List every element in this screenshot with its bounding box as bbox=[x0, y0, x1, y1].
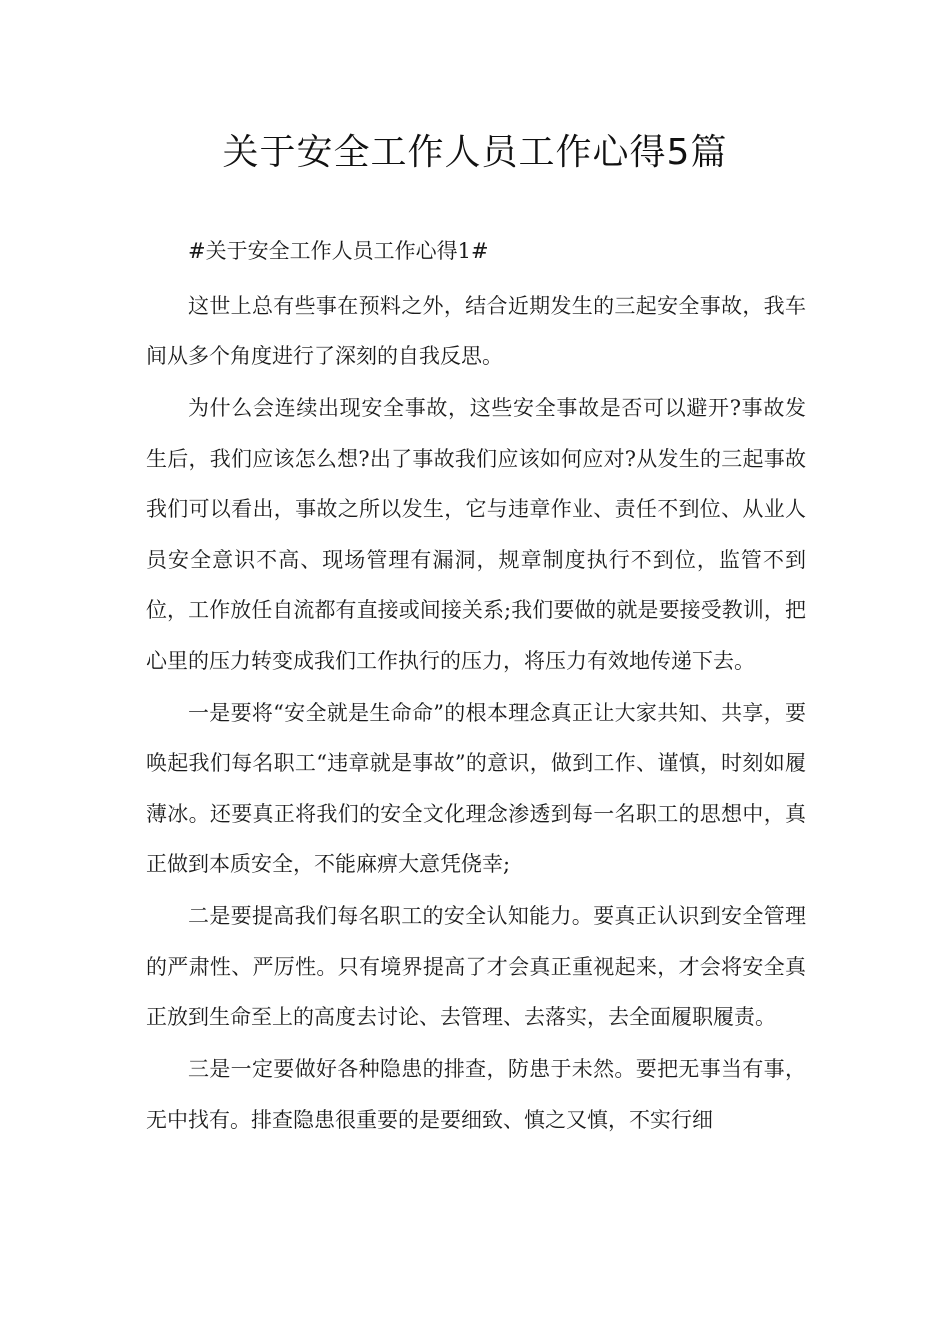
paragraph-3: 一是要将“安全就是生命命”的根本理念真正让大家共知、共享，要唤起我们每名职工“违章就是事故”的意识，做到工作、谨慎，时刻如履薄冰。还要真正将我们的安全文化理念渗透到每一名职工的思想中，真正做到本质安全，不能麻痹大意凭侥幸; bbox=[146, 700, 806, 876]
document-body bbox=[146, 226, 806, 1147]
paragraph-4: 二是要提高我们每名职工的安全认知能力。要真正认识到安全管理的严肃性、严厉性。只有境界提高了才会真正重视起来，才会将安全真正放到生命至上的高度去讨论、去管理、去落实，去全面履职履责。 bbox=[146, 904, 806, 1029]
paragraph-1: 这世上总有些事在预料之外，结合近期发生的三起安全事故，我车间从多个角度进行了深刻的自我反思。 bbox=[146, 293, 806, 368]
section-heading: #关于安全工作人员工作心得1# bbox=[188, 239, 489, 263]
document-title: 关于安全工作人员工作心得5篇 bbox=[222, 132, 728, 173]
paragraph-5: 三是一定要做好各种隐患的排查，防患于未然。要把无事当有事，无中找有。排查隐患很重要的是要细致、慎之又慎，不实行细 bbox=[146, 1057, 806, 1132]
paragraph-2: 为什么会连续出现安全事故，这些安全事故是否可以避开?事故发生后，我们应该怎么想?出了事故我们应该如何应对?从发生的三起事故我们可以看出，事故之所以发生，它与违章作业、责任不到位、从业人员安全意识不高、现场管理有漏洞，规章制度执行不到位，监管不到位，工作放任自流都有直接或间接关系;我们要做的就是要接受教训，把心里的压力转变成我们工作执行的压力，将压力有效地传递下去。 bbox=[146, 396, 806, 673]
